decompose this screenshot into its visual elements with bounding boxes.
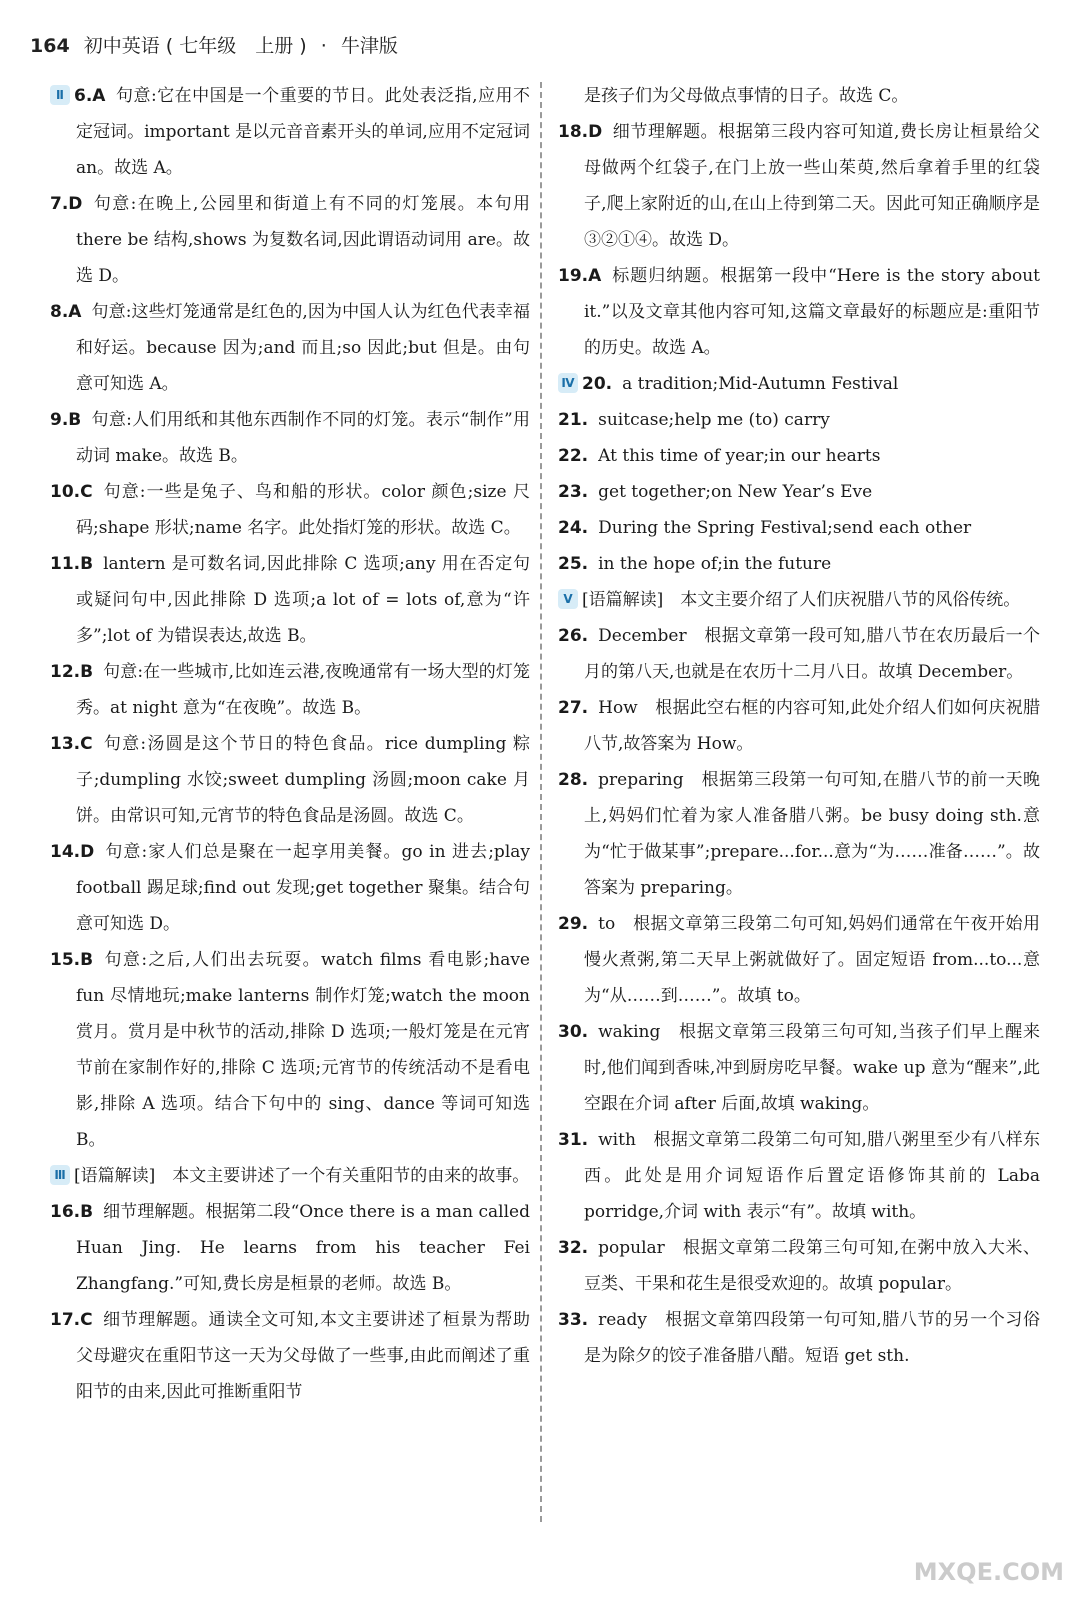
answer-text: [语篇解读] 本文主要介绍了人们庆祝腊八节的风俗传统。: [582, 590, 1021, 610]
question-number: 10.C: [50, 482, 93, 502]
answer-text: 句意:家人们总是聚在一起享用美餐。go in 进去;play football 踢足球;find out 发现;get together 聚集。结合句意可知选 D。: [76, 842, 530, 934]
question-number: 18.D: [558, 122, 603, 142]
answer-text: 句意:汤圆是这个节日的特色食品。rice dumpling 粽子;dumpling 水饺;sweet dumpling 汤圆;moon cake 月饼。由常识可知,元宵节的特色食品是汤圆。故选 C。: [76, 734, 530, 826]
question-number: 25.: [558, 554, 589, 574]
question-number: 30.: [558, 1022, 589, 1042]
watermark-text: MXQE.COM: [913, 1558, 1064, 1586]
answer-item: [558, 366, 1040, 402]
watermark-logo: [848, 1520, 1068, 1590]
left-column: [50, 78, 530, 1410]
answer-text: lantern 是可数名词,因此排除 C 选项;any 用在否定句或疑问句中,因此排除 D 选项;a lot of = lots of,意为“许多”;lot of 为错误表达,故选 B。: [76, 554, 530, 646]
question-number: 8.A: [50, 302, 82, 322]
answer-item: [558, 762, 1040, 906]
question-number: 28.: [558, 770, 589, 790]
question-number: 19.A: [558, 266, 602, 286]
answer-item: [50, 546, 530, 654]
answer-item: [50, 654, 530, 726]
question-number: 29.: [558, 914, 589, 934]
answer-text: 细节理解题。根据第三段内容可知道,费长房让桓景给父母做两个红袋子,在门上放一些山茱萸,然后拿着手里的红袋子,爬上家附近的山,在山上待到第二天。因此可知正确顺序是③②①④。故选 D。: [584, 122, 1040, 250]
answer-text: preparing 根据第三段第一句可知,在腊八节的前一天晚上,妈妈们忙着为家人准备腊八粥。be busy doing sth.意为“忙于做某事”;prepare...for...意为“为……准备……”。故答案为 preparing。: [584, 770, 1040, 898]
answer-item: [50, 726, 530, 834]
question-number: 23.: [558, 482, 589, 502]
answer-item: [50, 942, 530, 1158]
answer-text: At this time of year;in our hearts: [598, 446, 881, 466]
answer-text: During the Spring Festival;send each other: [598, 518, 972, 538]
answer-item: [558, 690, 1040, 762]
answer-text: a tradition;Mid-Autumn Festival: [622, 374, 899, 394]
answer-text: 句意:在晚上,公园里和街道上有不同的灯笼展。本句用 there be 结构,shows 为复数名词,因此谓语动词用 are。故选 D。: [76, 194, 530, 286]
answer-item: [558, 402, 1040, 438]
question-number: 33.: [558, 1310, 589, 1330]
answer-item: [558, 510, 1040, 546]
question-number: 17.C: [50, 1310, 93, 1330]
section-badge: Ⅲ: [50, 1165, 70, 1185]
answer-text: 句意:人们用纸和其他东西制作不同的灯笼。表示“制作”用动词 make。故选 B。: [76, 410, 530, 466]
answer-item: [558, 258, 1040, 366]
answer-text: 句意:一些是兔子、鸟和船的形状。color 颜色;size 尺码;shape 形状;name 名字。此处指灯笼的形状。故选 C。: [76, 482, 530, 538]
answer-item: [50, 1302, 530, 1410]
question-number: 26.: [558, 626, 589, 646]
answer-text: suitcase;help me (to) carry: [598, 410, 830, 430]
question-number: 27.: [558, 698, 589, 718]
answer-item: [558, 438, 1040, 474]
question-number: 15.B: [50, 950, 94, 970]
answer-text: 句意:它在中国是一个重要的节日。此处表泛指,应用不定冠词。important 是以元音音素开头的单词,应用不定冠词 an。故选 A。: [76, 86, 530, 178]
question-number: 20.: [582, 374, 613, 394]
question-number: 6.A: [74, 86, 106, 106]
answer-text: waking 根据文章第三段第三句可知,当孩子们早上醒来时,他们闻到香味,冲到厨房吃早餐。wake up 意为“醒来”,此空跟在介词 after 后面,故填 waking。: [584, 1022, 1040, 1114]
question-number: 22.: [558, 446, 589, 466]
answer-text: with 根据文章第二段第二句可知,腊八粥里至少有八样东西。此处是用介词短语作后置定语修饰其前的 Laba porridge,介词 with 表示“有”。故填 with。: [584, 1130, 1040, 1222]
answer-text: get together;on New Year’s Eve: [598, 482, 873, 502]
book-edition: 牛津版: [340, 35, 398, 57]
answer-item: [50, 294, 530, 402]
answer-text: 细节理解题。根据第二段“Once there is a man called Huan Jing. He learns from his teacher Fei Zhangfang.”可知,费长房是桓景的老师。故选 B。: [76, 1202, 530, 1294]
answer-text: [语篇解读] 本文主要讲述了一个有关重阳节的由来的故事。: [74, 1166, 530, 1186]
answer-item: [558, 1302, 1040, 1374]
section-badge: Ⅳ: [558, 373, 578, 393]
question-number: 14.D: [50, 842, 95, 862]
question-number: 24.: [558, 518, 589, 538]
answer-text: in the hope of;in the future: [598, 554, 832, 574]
answer-text: 是孩子们为父母做点事情的日子。故选 C。: [584, 86, 909, 106]
question-number: 7.D: [50, 194, 83, 214]
answer-item: [558, 906, 1040, 1014]
answer-item: [558, 78, 1040, 114]
right-column: [558, 78, 1040, 1374]
separator-dot: ·: [320, 35, 327, 57]
answer-text: ready 根据文章第四段第一句可知,腊八节的另一个习俗是为除夕的饺子准备腊八醋。短语 get sth.: [584, 1310, 1040, 1366]
answer-item: [558, 546, 1040, 582]
answer-text: How 根据此空右框的内容可知,此处介绍人们如何庆祝腊八节,故答案为 How。: [584, 698, 1040, 754]
section-badge: Ⅴ: [558, 589, 578, 609]
answer-item: [558, 618, 1040, 690]
answer-text: 句意:在一些城市,比如连云港,夜晚通常有一场大型的灯笼秀。at night 意为“在夜晚”。故选 B。: [76, 662, 530, 718]
answer-item: [50, 1158, 530, 1194]
question-number: 21.: [558, 410, 589, 430]
answer-item: [50, 834, 530, 942]
answer-item: [558, 1122, 1040, 1230]
column-divider: [540, 82, 542, 1522]
page-header: [30, 28, 398, 64]
answer-item: [50, 186, 530, 294]
question-number: 12.B: [50, 662, 94, 682]
question-number: 13.C: [50, 734, 93, 754]
question-number: 31.: [558, 1130, 589, 1150]
question-number: 16.B: [50, 1202, 94, 1222]
answer-text: popular 根据文章第二段第三句可知,在粥中放入大米、豆类、干果和花生是很受欢迎的。故填 popular。: [584, 1238, 1040, 1294]
answer-item: [558, 582, 1040, 618]
answer-text: December 根据文章第一段可知,腊八节在农历最后一个月的第八天,也就是在农历十二月八日。故填 December。: [584, 626, 1040, 682]
answer-item: [50, 474, 530, 546]
answer-item: [50, 402, 530, 474]
answer-item: [50, 78, 530, 186]
page-number: 164: [30, 35, 70, 57]
question-number: 9.B: [50, 410, 82, 430]
book-title: 初中英语 ( 七年级 上册 ): [83, 35, 307, 57]
answer-item: [558, 1014, 1040, 1122]
answer-text: 句意:之后,人们出去玩耍。watch films 看电影;have fun 尽情地玩;make lanterns 制作灯笼;watch the moon 赏月。赏月是中秋节的活动,排除 D 选项;一般灯笼是在元宵节前在家制作好的,排除 C 选项;元宵节的传统活动不是看电影,排除 A 选项。结合下句中的 sing、dance 等词可知选 B。: [76, 950, 530, 1150]
answer-text: 细节理解题。通读全文可知,本文主要讲述了桓景为帮助父母避灾在重阳节这一天为父母做了一些事,由此而阐述了重阳节的由来,因此可推断重阳节: [76, 1310, 530, 1402]
question-number: 32.: [558, 1238, 589, 1258]
answer-item: [558, 474, 1040, 510]
answer-text: to 根据文章第三段第二句可知,妈妈们通常在午夜开始用慢火煮粥,第二天早上粥就做好了。固定短语 from...to...意为“从……到……”。故填 to。: [584, 914, 1040, 1006]
answer-item: [50, 1194, 530, 1302]
section-badge: Ⅱ: [50, 85, 70, 105]
answer-text: 标题归纳题。根据第一段中“Here is the story about it.”以及文章其他内容可知,这篇文章最好的标题应是:重阳节的历史。故选 A。: [584, 266, 1040, 358]
question-number: 11.B: [50, 554, 94, 574]
answer-item: [558, 114, 1040, 258]
answer-text: 句意:这些灯笼通常是红色的,因为中国人认为红色代表幸福和好运。because 因为;and 而且;so 因此;but 但是。由句意可知选 A。: [76, 302, 530, 394]
answer-item: [558, 1230, 1040, 1302]
